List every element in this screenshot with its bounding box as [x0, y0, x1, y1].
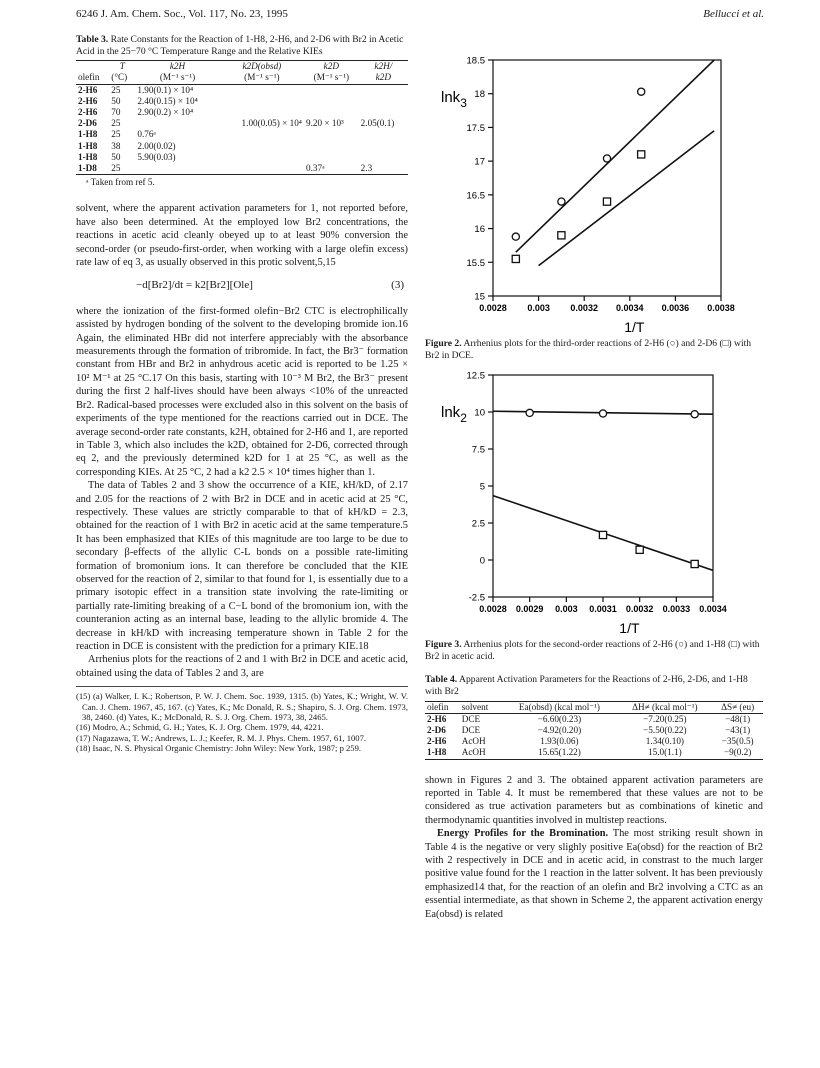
- table-cell: −43(1): [725, 724, 751, 735]
- table3-caption-text: Rate Constants for the Reaction of 1-H8, 2-H6, and 2-D6 with Br2 in Acetic Acid in the 25−70 °C Temperature Range and the Relative KIEs: [76, 34, 404, 57]
- table3-head2-cell: olefin: [78, 72, 100, 83]
- table-cell: AcOH: [461, 747, 486, 758]
- table-cell: 1.00(0.05) × 10⁴: [241, 118, 302, 129]
- table-cell: 1.93(0.06): [540, 736, 579, 747]
- table-row: [425, 725, 763, 736]
- table-cell-olefin: 1-H8: [78, 151, 98, 162]
- x-tick-label: 0.0032: [570, 303, 598, 313]
- table3-head1-cell: [76, 61, 109, 73]
- y-tick-label: 16: [474, 224, 485, 236]
- table3-body: [76, 84, 408, 175]
- x-tick-label: 0.003: [527, 303, 550, 313]
- table-cell-olefin: 2-H6: [78, 107, 98, 117]
- table-row: [76, 96, 408, 107]
- paragraph: shown in Figures 2 and 3. The obtained apparent activation parameters are reported in Table 4. It must be remembered that these values are not to be considered as true activation parameters but as combinations of kinetic and thermodynamic quantities involved in multistep reactions.: [425, 774, 763, 826]
- data-point-circle: [638, 88, 645, 95]
- table-row: [76, 107, 408, 118]
- figure-3-caption-text: Arrhenius plots for the second-order reactions of 2-H6 (○) and 1-H8 (□) with Br2 in acetic acid.: [425, 639, 760, 662]
- paragraph: The data of Tables 2 and 3 show the occurrence of a KIE, kH/kD, of 2.17 and 2.05 for the reactions of 2 with Br2 in DCE and in acetic acid at 25 °C, respectively. These values are strictly comparable to that of kH/kD = 2.3, obtained for the reaction of 1 with Br2 in acetic acid at the same temperature.5 It has been emphasized that KIEs of this magnitude are too large to be due to secondary β-effects of the allylic C-L bonds on a possible rate-limiting formation of bromonium ions. It can therefore be concluded that the KIE observed for the reaction of 2, similar to that found for 1, is essentially due to a primary isotopic effect in a transition state involving the rate-limiting or partially rate-limiting breaking of a C−L bond of the bromonium ion, with the counteranion acting as an internal base, leading to the allylic bromide 4. The decrease in kH/kD with increasing temperature shown in Table 2 for the reaction in DCE is consistent with the prediction for a primary KIE.18: [76, 480, 408, 653]
- table-cell: −5.50(0.22): [643, 724, 687, 735]
- footnotes: [76, 686, 408, 753]
- data-point-square: [558, 232, 565, 239]
- x-tick-label: 0.0032: [625, 604, 654, 615]
- y-tick-label: 0: [479, 555, 485, 567]
- table-row: [76, 118, 408, 129]
- paragraph: Arrhenius plots for the reactions of 2 and 1 with Br2 in DCE and acetic acid, obtained using the data of Tables 2 and 3, are: [76, 654, 408, 679]
- table-cell: 2.05(0.1): [360, 118, 395, 129]
- y-tick-label: 16.5: [466, 190, 485, 202]
- running-header: [76, 8, 764, 24]
- table-cell-olefin: 1-H8: [78, 129, 98, 140]
- table3-head1-cell: k2D(obsd): [242, 61, 282, 72]
- x-axis-label: 1/T: [619, 620, 640, 637]
- table-row: [425, 736, 763, 747]
- y-axis-label: [441, 404, 467, 425]
- table4: [425, 701, 763, 762]
- table-cell: [304, 96, 359, 107]
- table-cell: 0.76ᵃ: [137, 129, 156, 140]
- table-row: [76, 152, 408, 163]
- table-cell-olefin: 1-H8: [78, 140, 98, 151]
- table4-header-cell: ΔH≠ (kcal mol⁻¹): [632, 701, 698, 712]
- table4-header-cell: solvent: [461, 701, 489, 712]
- table-cell-olefin: 2-H6: [427, 713, 447, 724]
- y-tick-label: 15: [474, 291, 485, 303]
- table-cell: −7.20(0.25): [643, 713, 687, 724]
- table-cell: 0.37ᵃ: [306, 163, 325, 174]
- data-point-square: [512, 255, 519, 262]
- data-point-square: [691, 561, 698, 568]
- table-cell: [359, 107, 408, 118]
- table3-caption: [76, 34, 408, 57]
- data-point-circle: [512, 233, 519, 240]
- table4-body: [425, 713, 763, 759]
- right-column: [425, 46, 763, 921]
- table3-head2-cell: (°C): [111, 72, 128, 83]
- data-point-circle: [599, 410, 606, 417]
- table-cell-olefin: 1-D8: [78, 163, 97, 174]
- table-cell: [359, 96, 408, 107]
- y-axis-label-subscript: 3: [460, 96, 467, 110]
- x-axis-label: 1/T: [624, 319, 645, 335]
- table-cell: [359, 152, 408, 163]
- table-cell: [135, 163, 219, 175]
- table4-header-cell: ΔS≠ (eu): [721, 701, 755, 712]
- figure-2-caption: [425, 338, 763, 361]
- y-tick-label: 17.5: [466, 122, 485, 134]
- table3-head1-cell: k2H: [169, 61, 186, 72]
- table-cell: 70: [111, 107, 121, 117]
- table-cell-olefin: 2-D6: [78, 118, 97, 129]
- table-cell: −6.60(0.23): [537, 713, 582, 724]
- left-column: [76, 34, 408, 754]
- data-point-square: [636, 546, 643, 553]
- table-cell: 25: [111, 84, 121, 95]
- footnote-item: (18) Isaac, N. S. Physical Organic Chemistry: John Wiley: New York, 1987; p 259.: [76, 743, 362, 754]
- table3-footnote: ᵃ Taken from ref 5.: [86, 177, 155, 188]
- table3-head2-cell: (M⁻¹ s⁻¹): [244, 72, 280, 83]
- x-tick-label: 0.0034: [699, 604, 727, 615]
- table-cell: 38: [111, 140, 121, 151]
- table-cell: DCE: [461, 724, 481, 735]
- table-cell: [359, 84, 408, 96]
- x-tick-label: 0.0028: [479, 604, 507, 615]
- table-cell: 2.40(0.15) × 10⁴: [137, 95, 198, 106]
- equation-number: (3): [391, 279, 404, 292]
- table-cell: 25: [111, 163, 121, 174]
- table3-head2-cell: (M⁻¹ s⁻¹): [313, 72, 350, 83]
- footnote-item: (17) Nagazawa, T. W.; Andrews, L. J.; Keefer, R. M. J. Phys. Chem. 1957, 61, 1007.: [76, 732, 367, 743]
- paragraph: where the ionization of the first-formed olefin−Br2 CTC is electrophilically assisted by hydrogen bonding of the solvent to the developing bromide ion.16 Again, the eliminated HBr did not interfere appreciably with the absorbance measurements through the formation of tribromide. In fact, the Br3⁻ formation constant from HBr and Br2 in anhydrous acetic acid is reported to be 1.25 × 10² M⁻¹ at 25 °C.17 On this basis, starting with 10⁻³ M Br2, the Br3⁻ present during the first 2 half-lives should have been always <10% of the unreacted Br2. Radical-based processes were excluded also in this solvent on the basis of experiments of the type mentioned for the reactions carried out in DCE. The average second-order rate constants, k2H, obtained for 2-H6 and 1, are reported in Table 3, which also includes the k2D, obtained for 2-D6, corrected through eq 2, and the previously determined k2D for 1 at 25 °C, as well as the corresponding KIEs. At 25 °C, 2 had a k2 2.5 × 10⁴ times higher than 1.: [76, 305, 408, 478]
- table-cell: −35(0.5): [721, 736, 754, 747]
- table-cell: 50: [111, 95, 121, 106]
- fit-line-2-d6: [539, 131, 715, 266]
- table-cell: [359, 129, 408, 140]
- table-cell: [220, 107, 304, 118]
- header-authors: Bellucci et al.: [703, 8, 764, 20]
- table-row: [76, 129, 408, 140]
- data-point-square: [603, 198, 610, 205]
- y-tick-label: 5: [479, 481, 485, 493]
- data-point-square: [599, 532, 606, 539]
- table3-head1-cell: k2H/: [374, 61, 393, 72]
- data-point-circle: [526, 409, 533, 416]
- section-heading: Energy Profiles for the Bromination.: [437, 828, 609, 840]
- table-cell: 25: [111, 118, 121, 129]
- table-cell: [220, 84, 304, 96]
- table3-head1-cell: T: [119, 61, 125, 72]
- equation-text: −d[Br2]/dt = k2[Br2][Ole]: [136, 279, 253, 292]
- figure-2-label: Figure 2.: [425, 338, 462, 349]
- data-point-circle: [558, 198, 565, 205]
- table-row: [76, 163, 408, 175]
- data-point-square: [638, 151, 645, 158]
- y-axis-label-main: lnk: [441, 89, 461, 106]
- table-cell: [220, 129, 304, 140]
- table-row: [425, 747, 763, 759]
- paragraph-text: The most striking result shown in Table 4 is the negative or very slighly positive Ea(obsd) for the reaction of Br2 with 2 respectively in DCE and in acetic acid, in constrast to the much larger positive value found for the 1 reaction in the latter solvent. It has been previously emphasized14 that, for the reaction of an olefin and Br2 involving a CTC as an essential intermediate, as that shown in Scheme 2, the apparent activation energy Ea(obsd) is related: [425, 828, 763, 920]
- table-cell: [220, 141, 304, 152]
- x-tick-label: 0.0031: [589, 604, 617, 615]
- y-tick-label: 15.5: [466, 257, 485, 269]
- table-cell: −48(1): [725, 713, 751, 724]
- table-cell: AcOH: [461, 736, 486, 747]
- table-row: [76, 84, 408, 96]
- table-cell: [359, 141, 408, 152]
- equation-3: [76, 269, 408, 304]
- data-point-circle: [603, 155, 610, 162]
- figure-2-chart: [425, 46, 763, 336]
- table-cell-olefin: 2-D6: [427, 724, 446, 735]
- plot-frame: [493, 60, 721, 296]
- table-cell: 25: [111, 129, 121, 140]
- table4-header-cell: Ea(obsd) (kcal mol⁻¹): [518, 701, 600, 712]
- table-cell-olefin: 1-H8: [427, 747, 447, 758]
- table-cell: [220, 96, 304, 107]
- x-tick-label: 0.0034: [616, 303, 644, 313]
- x-tick-label: 0.0028: [479, 303, 507, 313]
- table-cell: −4.92(0.20): [537, 724, 582, 735]
- table-cell: 2.90(0.2) × 10⁴: [137, 107, 194, 117]
- table-cell: [220, 163, 304, 175]
- table-cell: [220, 152, 304, 163]
- table-cell: [304, 129, 359, 140]
- figure-3: [425, 367, 763, 662]
- table-cell: 2.00(0.02): [137, 140, 176, 151]
- table-row: [425, 713, 763, 725]
- fit-line-2-h6: [516, 60, 714, 252]
- table-cell: 1.90(0.1) × 10⁴: [137, 84, 194, 95]
- x-tick-label: 0.0036: [661, 303, 690, 313]
- footnote-item: (15) (a) Walker, I. K.; Robertson, P. W. J. Chem. Soc. 1939, 1315. (b) Yates, K.; Wright, W. V. Can. J. Chem. 1967, 45, 167. (c) Yates, K.; Mc Donald, R. S.; Shapiro, S. J. Org. Chem. 1973, 38, 2460. (d) Yates, K.; McDonald, R. S. J. Org. Chem. 1973, 38, 2465.: [76, 691, 408, 723]
- table3-head2-cell: (M⁻¹ s⁻¹): [159, 72, 196, 83]
- data-point-circle: [691, 411, 698, 418]
- table-cell: 1.34(0.10): [645, 736, 684, 747]
- table-cell: 15.65(1.22): [537, 747, 581, 758]
- header-citation: 6246 J. Am. Chem. Soc., Vol. 117, No. 23, 1995: [76, 8, 288, 20]
- paragraph: [425, 827, 763, 921]
- table4-caption-text: Apparent Activation Parameters for the Reactions of 2-H6, 2-D6, and 1-H8 with Br2: [425, 674, 748, 697]
- table-cell: [304, 141, 359, 152]
- figure-3-label: Figure 3.: [425, 639, 462, 651]
- table-cell: 50: [111, 151, 121, 162]
- table-cell: −9(0.2): [723, 747, 752, 758]
- table-cell: [304, 84, 359, 96]
- table-cell-olefin: 2-H6: [78, 95, 98, 106]
- y-tick-label: 2.5: [471, 518, 485, 530]
- table-cell-olefin: 2-H6: [427, 736, 447, 747]
- y-tick-label: 18: [474, 89, 485, 101]
- table4-label: Table 4.: [425, 674, 458, 686]
- paragraph: solvent, where the apparent activation parameters for 1, not reported before, have also been determined. At the employed low Br2 concentrations, the reactions in acetic acid cleanly obeyed up to at least 90% conversion the second-order (or pseudo-first-order, when working with a large olefin excess) rate law of eq 3, as usually observed in this protic solvent,5,15: [76, 203, 408, 269]
- plot-frame: [493, 375, 713, 597]
- table-cell-olefin: 2-H6: [78, 84, 98, 95]
- table-cell: 9.20 × 10³: [306, 118, 344, 129]
- table-cell: [135, 118, 219, 129]
- table4-header-cell: olefin: [427, 701, 449, 712]
- x-tick-label: 0.0029: [515, 604, 544, 615]
- figure-2: [425, 46, 763, 361]
- table4-caption: [425, 674, 763, 697]
- y-tick-label: 18.5: [466, 55, 485, 67]
- x-tick-label: 0.003: [555, 604, 578, 615]
- y-tick-label: -2.5: [468, 592, 485, 604]
- y-tick-label: 17: [474, 156, 485, 168]
- table3: [76, 60, 408, 188]
- table-row: [76, 141, 408, 152]
- y-tick-label: 7.5: [471, 444, 485, 456]
- table3-head2-cell: k2D: [375, 72, 391, 83]
- y-axis-label: [441, 89, 467, 110]
- y-axis-label-main: lnk: [441, 404, 461, 422]
- y-tick-label: 12.5: [466, 370, 485, 382]
- table3-head1-cell: k2D: [323, 61, 339, 72]
- table-cell: 2.3: [360, 163, 373, 174]
- figure-3-caption: [425, 639, 763, 662]
- table-cell: 5.90(0.03): [137, 151, 176, 162]
- figure-2-caption-text: Arrhenius plots for the third-order reactions of 2-H6 (○) and 2-D6 (□) with Br2 in DCE.: [425, 338, 752, 361]
- table3-label: Table 3.: [76, 34, 109, 45]
- y-axis-label-subscript: 2: [460, 411, 467, 426]
- x-tick-label: 0.0033: [662, 604, 691, 615]
- x-tick-label: 0.0038: [707, 303, 735, 313]
- table-cell: 15.0(1.1): [648, 747, 682, 758]
- y-tick-label: 10: [474, 407, 485, 419]
- table-cell: [304, 107, 359, 118]
- figure-3-chart: [425, 367, 763, 637]
- table-cell: DCE: [461, 713, 481, 724]
- table-cell: [304, 152, 359, 163]
- footnote-item: (16) Modro, A.; Schmid, G. H.; Yates, K. J. Org. Chem. 1979, 44, 4221.: [76, 722, 324, 733]
